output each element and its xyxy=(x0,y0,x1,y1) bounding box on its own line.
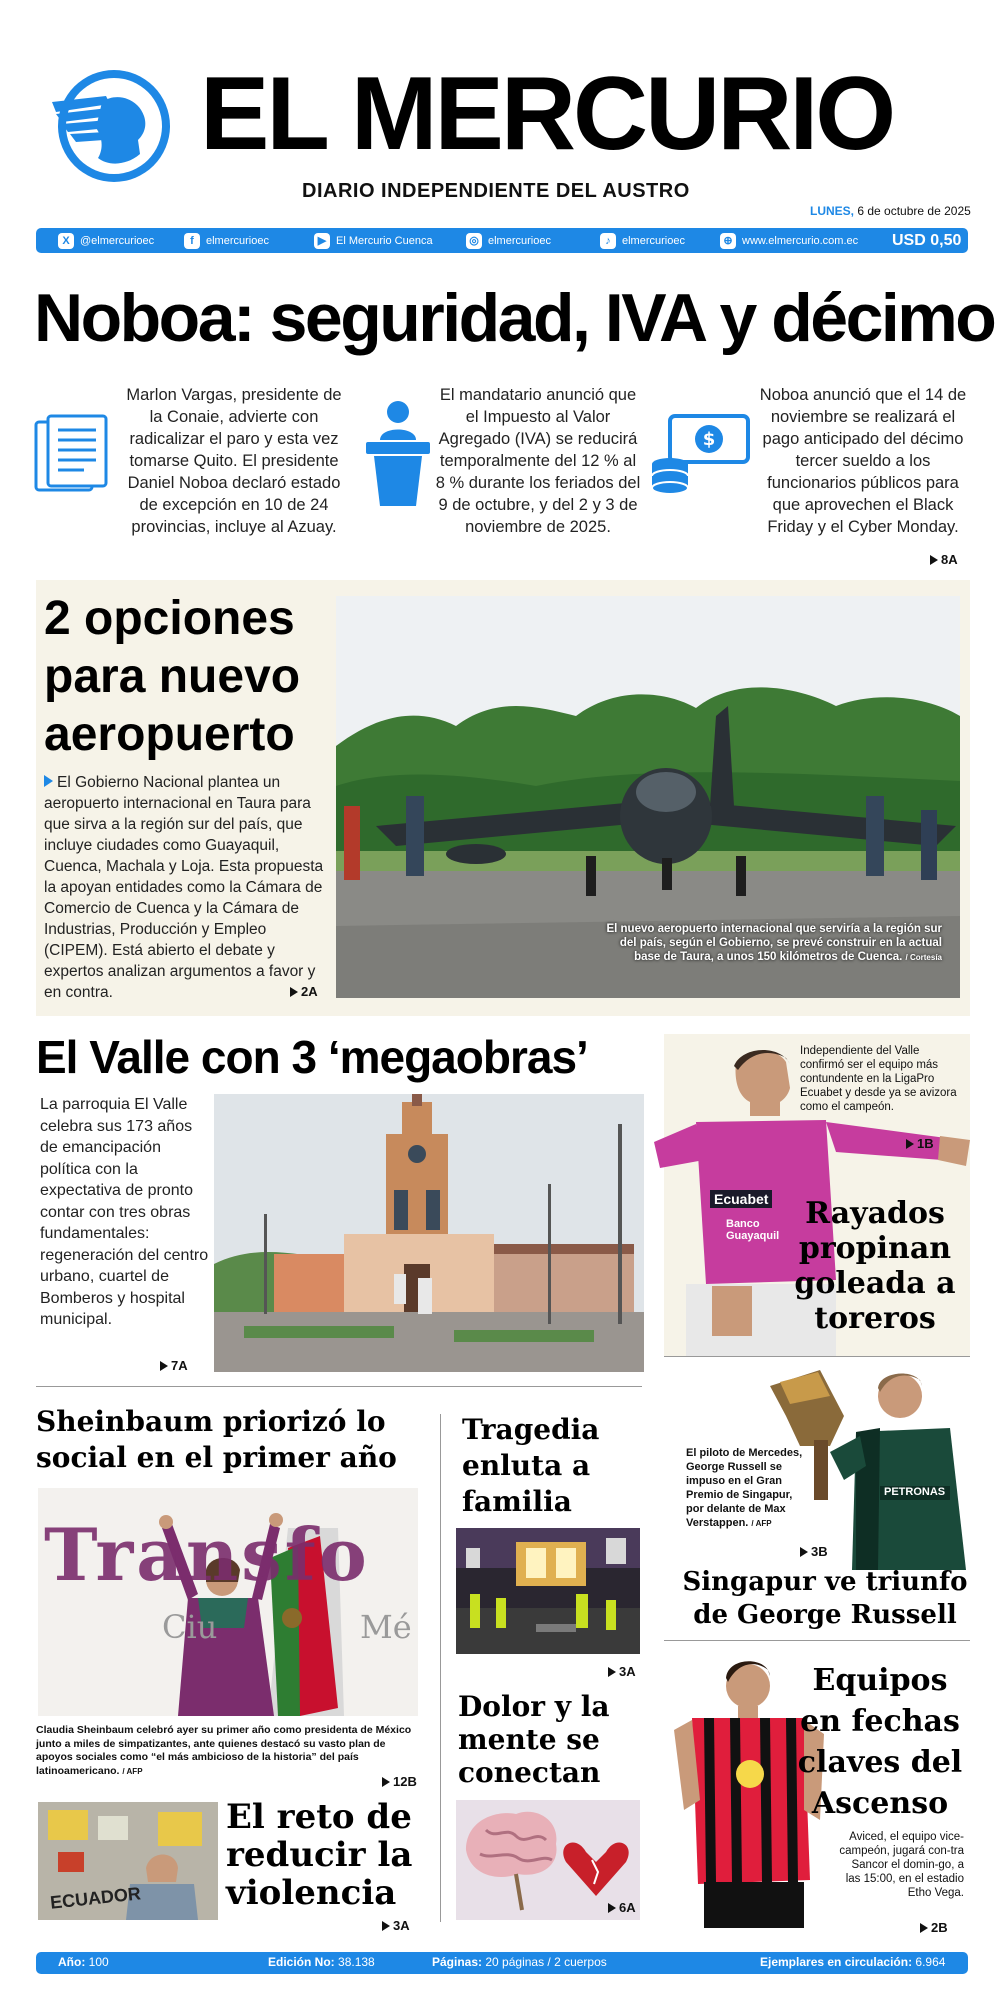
masthead-date-text: 6 de octubre de 2025 xyxy=(857,204,971,218)
sheinbaum-ref[interactable]: 12B xyxy=(382,1774,417,1789)
social-bar xyxy=(36,228,968,253)
airport-ref[interactable]: 2A xyxy=(290,984,318,999)
valle-photo xyxy=(214,1094,644,1372)
masthead-subtitle: DIARIO INDEPENDIENTE DEL AUSTRO xyxy=(302,180,690,202)
arrow-icon xyxy=(608,1667,616,1677)
instagram-icon: ◎ xyxy=(466,233,482,249)
masthead-logo-icon xyxy=(46,62,176,184)
rayados-shirt-sponsor: Banco Guayaquil xyxy=(726,1218,780,1242)
sheinbaum-photo-text: Transfo xyxy=(44,1512,370,1597)
violencia-ref[interactable]: 3A xyxy=(382,1918,410,1933)
arrow-icon xyxy=(382,1921,390,1931)
lead-col-1: Marlon Vargas, presidente de la Conaie, advierte con radicalizar el paro y esta vez tomarse Quito. El presidente Daniel Noboa declaró estado de excepción en 10 de 24 provincias, incluye al Azuay. xyxy=(126,386,342,536)
airport-caption: El nuevo aeropuerto internacional que serviría a la región sur del país, según el Gobierno, se prevé construir en la actual base de Taura, a unos 150 kilómetros de Cuenca. / Cortesía xyxy=(606,923,942,963)
arrow-icon xyxy=(920,1923,928,1933)
dolor-headline[interactable]: Dolor y la mente se conectan xyxy=(458,1690,610,1789)
tragedia-ref[interactable]: 3A xyxy=(608,1664,636,1679)
facebook-icon: f xyxy=(184,233,200,249)
social-instagram[interactable]: ◎ elmercurioec xyxy=(466,228,551,253)
social-facebook[interactable]: f elmercurioec xyxy=(184,228,269,253)
footer-copies: Ejemplares en circulación: 6.964 xyxy=(760,1955,946,1969)
footer-edition: Edición No: 38.138 xyxy=(268,1955,375,1969)
footer-bar xyxy=(36,1952,968,1974)
social-youtube[interactable]: ▶ El Mercurio Cuenca xyxy=(314,228,433,253)
rayados-headline[interactable]: Rayados propinan goleada a toreros xyxy=(794,1196,956,1336)
masthead-date xyxy=(810,204,971,218)
lead-headline[interactable]: Noboa: seguridad, IVA y décimo xyxy=(34,280,995,356)
tiktok-icon: ♪ xyxy=(600,233,616,249)
footer-pages: Páginas: 20 páginas / 2 cuerpos xyxy=(432,1955,607,1969)
podium-speaker-icon xyxy=(362,396,434,508)
ascenso-caption: Aviced, el equipo vice-campeón, jugará con-tra Sancor el domin-go, a las 15:00, en el estadio Etho Vega. xyxy=(839,1831,964,1899)
tragedia-headline[interactable]: Tragedia enluta a familia xyxy=(462,1413,600,1518)
social-x[interactable]: X @elmercurioec xyxy=(58,228,154,253)
sheinbaum-caption: Claudia Sheinbaum celebró ayer su primer año como presidenta de México junto a miles de simpatizantes, ante quienes destacó su vasto plan de apoyos sociales como “el más ambicioso de la historia” del país latinoamericano. / AFP xyxy=(36,1724,412,1777)
rayados-ref[interactable]: 1B xyxy=(906,1136,934,1151)
column-divider xyxy=(440,1414,441,1922)
lead-ref[interactable]: 8A xyxy=(930,552,958,567)
x-icon: X xyxy=(58,233,74,249)
ascenso-ref[interactable]: 2B xyxy=(920,1920,948,1935)
sheinbaum-photo xyxy=(38,1488,418,1716)
tragedia-photo xyxy=(456,1528,640,1654)
airport-body: El Gobierno Nacional plantea un aeropuerto internacional en Taura para que sirva a la región sur del país, que incluye ciudades como Guayaquil, Cuenca, Machala y Loja. Esta propuesta la apoyan entidades como la Cámara de Comercio de Cuenca y la Cámara de Industrias, Producción y Empleo (CIPEM). Está abierto el debate y expertos analizan argumentos a favor y en contra. xyxy=(44,774,324,1001)
arrow-icon xyxy=(906,1139,914,1149)
document-icon xyxy=(32,412,112,496)
arrow-icon xyxy=(930,555,938,565)
masthead-day: LUNES, xyxy=(810,204,855,218)
arrow-icon xyxy=(382,1777,390,1787)
web-icon: ⊕ xyxy=(720,233,736,249)
dolor-ref[interactable]: 6A xyxy=(608,1900,636,1915)
bullet-icon xyxy=(44,775,53,787)
price: USD 0,50 xyxy=(892,231,962,249)
arrow-icon xyxy=(608,1903,616,1913)
ascenso-headline[interactable]: Equipos en fechas claves del Ascenso xyxy=(797,1663,963,1821)
arrow-icon xyxy=(290,987,298,997)
divider xyxy=(664,1640,970,1641)
sheinbaum-headline[interactable]: Sheinbaum priorizó lo social en el primer año xyxy=(36,1405,397,1474)
youtube-icon: ▶ xyxy=(314,233,330,249)
valle-headline[interactable]: El Valle con 3 ‘megaobras’ xyxy=(36,1031,588,1083)
russell-caption: El piloto de Mercedes, George Russell se impuso en el Gran Premio de Singapur, por delante de Max Verstappen. / AFP xyxy=(686,1447,803,1529)
rayados-caption: Independiente del Valle confirmó ser el equipo más contundente en la LigaPro Ecuabet y desde ya se avizora como el campeón. xyxy=(800,1045,957,1113)
russell-headline[interactable]: Singapur ve triunfo de George Russell xyxy=(682,1567,968,1630)
valle-body: La parroquia El Valle celebra sus 173 años de emancipación política con la expectativa de pronto contar con tres obras fundamentales: regeneración del centro urbano, cuartel de Bomberos y hospital municipal. xyxy=(40,1096,209,1328)
lead-col-2: El mandatario anunció que el Impuesto al Valor Agregado (IVA) se reducirá temporalmente del 12 % al 8 % durante los feriados del 9 de octubre, y del 2 y 3 de noviembre de 2025. xyxy=(435,386,641,536)
sheinbaum-photo-text-2: Ciu xyxy=(162,1608,218,1646)
violencia-headline[interactable]: El reto de reducir la violencia xyxy=(226,1797,413,1913)
valle-ref[interactable]: 7A xyxy=(160,1358,188,1373)
russell-ref[interactable]: 3B xyxy=(800,1544,828,1559)
arrow-icon xyxy=(160,1361,168,1371)
sheinbaum-photo-text-3: Mé xyxy=(360,1608,412,1646)
money-icon xyxy=(648,412,752,502)
social-tiktok[interactable]: ♪ elmercurioec xyxy=(600,228,685,253)
footer-year: Año: 100 xyxy=(58,1955,109,1969)
violencia-photo xyxy=(38,1802,218,1920)
violencia-photo-text: ECUADOR xyxy=(49,1883,142,1913)
svg-text:$: $ xyxy=(702,429,716,450)
russell-suit-text: PETRONAS xyxy=(884,1486,946,1498)
airport-photo xyxy=(336,596,960,998)
airport-headline[interactable]: 2 opciones para nuevo aeropuerto xyxy=(44,592,301,761)
lead-col-3: Noboa anunció que el 14 de noviembre se realizará el pago anticipado del décimo tercer sueldo a los funcionarios públicos para que aprovechen el Black Friday y el Cyber Monday. xyxy=(759,386,967,536)
social-web[interactable]: ⊕ www.elmercurio.com.ec xyxy=(720,228,858,253)
masthead-title: EL MERCURIO xyxy=(200,56,894,172)
arrow-icon xyxy=(800,1547,808,1557)
rayados-shirt-text: Ecuabet xyxy=(710,1190,772,1208)
divider xyxy=(36,1386,642,1387)
